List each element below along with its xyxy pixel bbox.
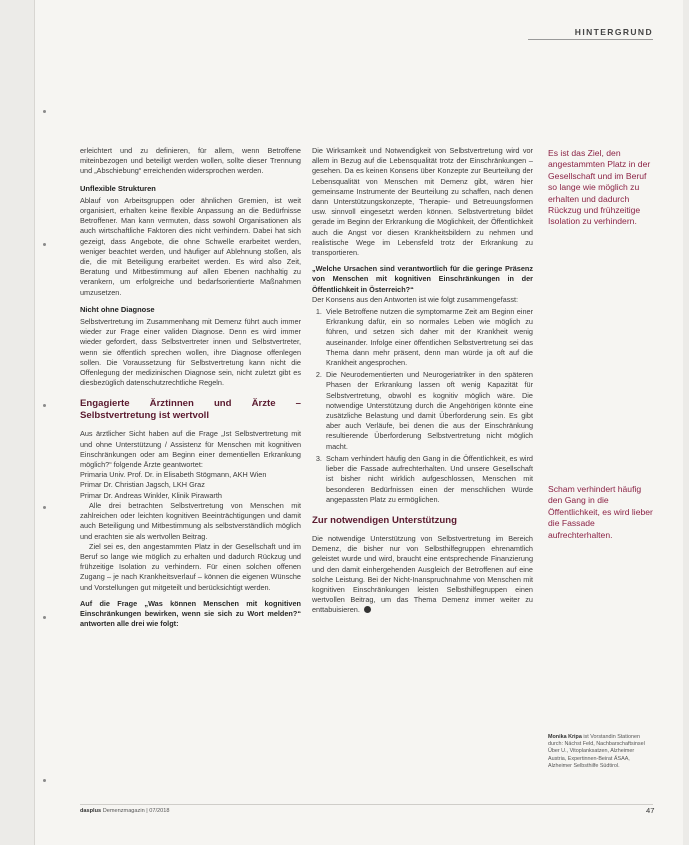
binding-mark: [43, 506, 46, 509]
binding-mark: [43, 779, 46, 782]
paragraph: Selbstvertretung im Zusammenhang mit Demenz führt auch immer wieder zur Frage einer validen Diagnose. Denn es wird immer wieder gefordert, dass Selbstvertreter innen und Selbstvertreter, wenn sie öffentlich sprechen wollen, ihre Diagnose offenlegen sollen. Die Voraussetzung für Selbstvertretung kann nicht die Offenlegung der medizinischen Diagnose sein, nicht zuletzt gibt es diesbezüglich datenschutzrechtliche Regeln.: [80, 317, 301, 388]
intro-paragraph: erleichtert und zu definieren, für allem, wenn Betroffene miteinbezogen und beteiligt werden wollen, sollte dieser Trennung und „Abschiebung“ erreichenden widersprochen werden.: [80, 146, 301, 176]
paragraph: [312, 534, 533, 616]
list-item: 1. Viele Betroffene nutzen die symptomarme Zeit am Beginn einer Erkrankung dafür, ein so normales Leben wie möglich zu führen, und setzen sich daher mit der Krankheit wenig auseinander. Infolge einer öffentlichen Selbstvertretung sei das Thema dann mehr präsent, denn man würde ja oft auf die Krankheit angesprochen.: [324, 307, 533, 368]
binding-mark: [43, 243, 46, 246]
footer-rule: [80, 804, 653, 805]
paragraph: Die Wirksamkeit und Notwendigkeit von Selbstvertretung wird vor allem in Bezug auf die Lebensqualität trotz der Einschränkungen – gesehen. Da es keinen Konsens über Konzepte zur Beurteilung der Lebensqualität von Menschen mit Demenz gibt, wären hier gemeinsame Instrumente der Beurteilung zu schaffen, nach denen dann Unterstützungskonzepte, Therapie- und Betreuungsformen usw. sinnvoll eingesetzt werden können. Selbstvertretung bildet gerade im Beginn der Erkrankung die Möglichkeit, der Öffentlichkeit auch die Angst vor diesen Krankheitsbildern zu nehmen und realistische Wege im Lebensfeld trotz der Erkrankung zu transportieren.: [312, 146, 533, 258]
question-text: Auf die Frage „Was können Menschen mit kognitiven Einschränkungen bewirken, wenn sie sich zu Wort melden?“ antworten alle drei wie folgt:: [80, 598, 301, 629]
question-text: „Welche Ursachen sind verantwortlich für die geringe Präsenz von Menschen mit kognitiven Einschränkungen in der Öffentlichkeit in Österreich?“: [312, 264, 533, 294]
author-bio-text: ist Vorstandin Stationen durch: Nächst Feld, Nachbarschaftsinsel Über U., Vitoplanksatzen, Alzheimer Austria, Expertinnen-Beirat ÄSAA, Alzheimer Selbsthilfe Südtirol.: [548, 734, 645, 769]
paragraph: Aus ärztlicher Sicht haben auf die Frage „Ist Selbstvertretung mit und ohne Unterstützung / Assistenz für Menschen mit kognitiven Einschränkungen oder am Beginn einer dementiellen Erkrankung möglich?“ folgende Ärzte geantwortet:: [80, 429, 301, 470]
binding-mark: [43, 404, 46, 407]
subheading-unflexible: Unflexible Strukturen: [80, 183, 156, 193]
paragraph: Alle drei betrachten Selbstvertretung von Menschen mit zahlreichen oder leichten kognitiven Beeinträchtigungen und damit auch Beteiligung und Mitbestimmung als selbstverständlich möglich und erachten sie als wertvollen Beitrag.: [80, 500, 301, 541]
subheading-diagnose: Nicht ohne Diagnose: [80, 304, 155, 314]
section-heading-unterstuetzung: Zur notwendigen Unterstützung: [312, 514, 457, 526]
binding-mark: [43, 616, 46, 619]
paragraph: Ziel sei es, den angestammten Platz in der Gesellschaft und im Beruf so lange wie möglich zu erhalten und dadurch Rückzug und frühzeitige Isolation zu verhindern. Für einen solchen offenen Zugang – je nach Krankheitsverlauf – können die eigenen Wünsche und Vorstellungen gut mitgeteilt und berücksichtigt werden.: [80, 541, 301, 592]
issue-label: Demenzmagazin | 07/2018: [102, 808, 170, 814]
paragraph: Der Konsens aus den Antworten ist wie folgt zusammengefasst:: [312, 294, 519, 304]
page-number: 47: [646, 806, 655, 815]
section-heading-aerzte: Engagierte Ärztinnen und Ärzte – Selbstvertretung ist wertvoll: [80, 398, 301, 422]
list-item: 3. Scham verhindert häufig den Gang in die Öffentlichkeit, es wird lieber die Fassade aufrechterhalten. Und unsere Gesellschaft ist bisher nicht wirklich aufgeschlossen, Menschen mit besonderen Bedürfnissen einen der menschlichen Würde angepassten Platz zu ermöglichen.: [324, 454, 533, 505]
section-label: HINTERGRUND: [574, 27, 653, 37]
paragraph: Ablauf von Arbeitsgruppen oder ähnlichen Gremien, ist weit organisiert, erhalten keine flexible Anpassung an die Bedürfnisse Betroffener. Man kann vermuten, dass sowohl Organisationen als auch wirtschaftliche Faktoren dies nicht verhindern. Dabei hat sich gezeigt, dass Angebote, die ohne Schwelle erarbeitet werden, weniger beachtet werden, und häufiger auf Ablehnung stoßen, als die, die mit Beteiligung erarbeitet werden. Es wird also Zeit, Beratung und Mitbestimmung auf allen Ebenen nachhaltig zu verankern, um erfolgreiche und bedarfsorientierte Maßnahmen umzusetzen.: [80, 195, 301, 297]
doctor-name: Primar Dr. Christian Jagsch, LKH Graz: [80, 480, 205, 490]
pull-quote: Scham verhindert häufig den Gang in die Öffentlichkeit, es wird lieber die Fassade aufrechterhalten.: [548, 484, 653, 540]
magazine-name: dasplus: [80, 808, 102, 814]
doctor-name: Primar Dr. Andreas Winkler, Klinik Pirawarth: [80, 490, 222, 500]
author-bio: [548, 734, 653, 770]
footer: [80, 808, 169, 814]
pull-quote: Es ist das Ziel, den angestammten Platz in der Gesellschaft und im Beruf so lange wie möglich zu erhalten und dadurch Rückzug und frühzeitige Isolation zu verhindern.: [548, 148, 651, 227]
closing-paragraph-text: Die notwendige Unterstützung von Selbstvertretung im Bereich Demenz, die bisher nur von Selbsthilfegruppen ehrenamtlich geleistet wurde und wird, braucht eine entsprechende Finanzierung und den damit einhergehenden Ausgleich der Betroffenen auf eine solche Leistung. Bei der Nicht-Inanspruchnahme von Menschen mit kognitiven Einschränkungen leisten Selbsthilfegruppen einen wertvollen Beitrag, um das Thema Demenz immer weiter zu enttabuisieren.: [312, 533, 533, 615]
article-column-left: [80, 146, 301, 801]
end-of-article-icon: [364, 606, 371, 613]
doctor-name: Primaria Univ. Prof. Dr. in Elisabeth Stögmann, AKH Wien: [80, 470, 267, 480]
header-rule: [528, 39, 653, 40]
answer-list: [312, 307, 533, 505]
binding-mark: [43, 110, 46, 113]
article-column-right: [312, 146, 533, 801]
list-item: 2. Die Neurodementierten und Neurogeriatriker in den späteren Phasen der Erkrankung lassen oft wenig Kapazität für Selbstvertretung, obwohl es kognitiv möglich wäre. Die notwendige Unterstützung durch die Angehörigen könnte eine zusätzliche Belastung und damit Überforderung sein. Es gibt aber auch Verläufe, bei denen die aus der Einschränkung resultierende Überforderung Selbstvertretung nicht möglich macht.: [324, 370, 533, 452]
author-name: Monika Kripa: [548, 734, 582, 740]
